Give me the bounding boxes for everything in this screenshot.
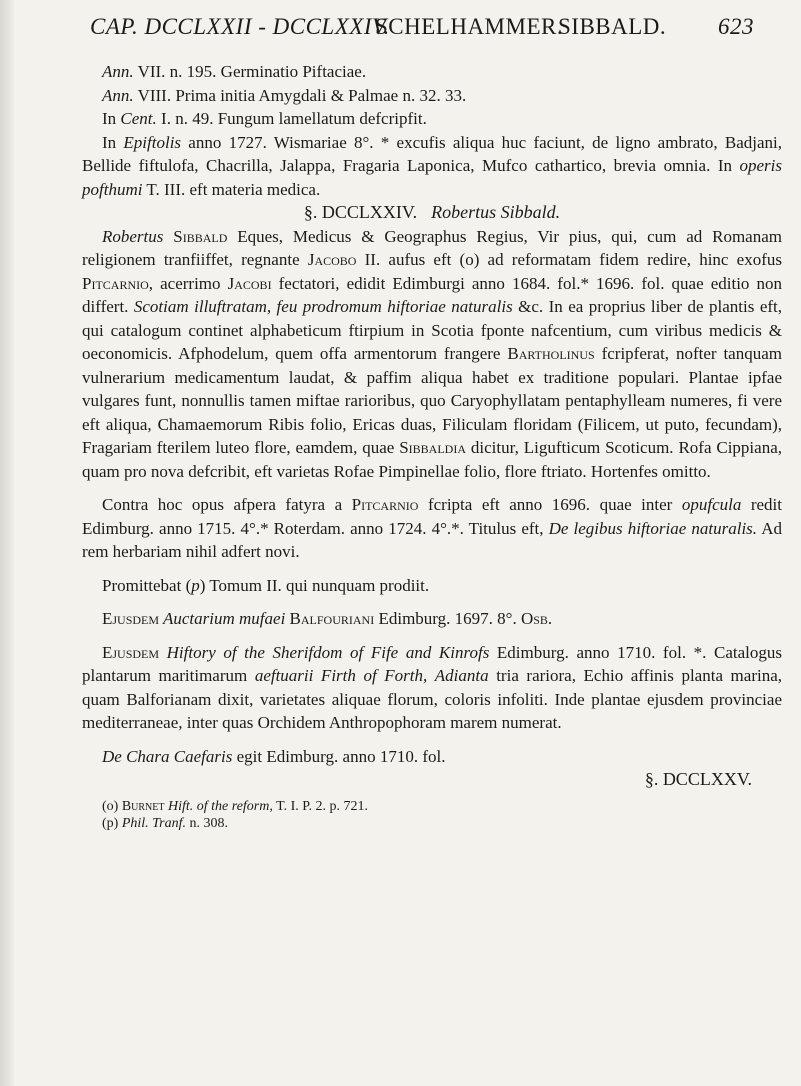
paragraph-gap — [82, 735, 782, 745]
p2-sc1: Pitcarnio — [351, 495, 419, 514]
fn-o-ref: T. I. P. 2. p. 721. — [272, 798, 369, 814]
p2-it1: opufcula — [681, 495, 742, 514]
paragraph-satyra — [82, 493, 782, 564]
ann-7-label: Ann. — [102, 62, 134, 81]
line-ann-8 — [82, 84, 782, 108]
paragraph-auctarium — [82, 607, 782, 631]
paragraph-gap — [82, 483, 782, 493]
epist-label: Epiftolis — [123, 132, 182, 152]
paragraph-promittebat — [82, 574, 782, 598]
p1-name-sc: Sibbald — [163, 226, 228, 246]
p1-it1: Scotiam illuftratam, feu prodromum hiftoriae naturalis — [133, 297, 513, 316]
p5-it1: Hiftory of the Sherifdom of Fife and Kinrofs — [159, 642, 490, 662]
line-ann-7 — [82, 60, 782, 84]
paragraph-history-fife — [82, 641, 782, 735]
p1-sc1: Jacobo — [307, 250, 357, 269]
epist-label-2: operis pofthumi — [82, 156, 782, 199]
fn-p-title: Phil. Tranf. — [121, 815, 187, 831]
paragraph-gap — [82, 631, 782, 641]
p5-t3: tria rariora, Echio affinis planta marina, quam Balforianam dixit, varietates aliquae florum, coloris infoliti. Inde plantae ejusdem provinciae mediterraneae, inter quas Orchidem Anthropophoram marem numerat. — [82, 666, 782, 732]
p1-t6: fcripferat, nofter tanquam vulnerarium medicamentum laudat, & paffim aliqua habet ex traditione populari. Plantae ipfae vulgares funt, nonnullis tamen miftae rarioribus, quo Caryophyllatam pentaphylleam numeres, fi vere eft aliqua, Chamaemorum Ribis folio, Ericas duas, Filiculam floridam (Filicem, ut puto, fecundam), Fragariam fterilem luteo flore, eamdem, quae — [82, 344, 782, 457]
p5-it2: aeftuarii Firth of Forth — [254, 666, 423, 685]
page-number: 623 — [718, 14, 754, 39]
paragraph-epistolis — [82, 131, 782, 202]
cent-pre: In — [102, 109, 121, 128]
p4-t1: Edimburg. 1697. 8°. — [374, 609, 521, 628]
epist-text-2: T. III. eft materia medica. — [142, 179, 321, 199]
epist-pre: In — [102, 132, 124, 152]
page-edge — [0, 0, 14, 1086]
cent-text: I. n. 49. Fungum lamellatum defcripfit. — [156, 109, 427, 128]
ann-7-text: VII. n. 195. Germinatio Piftaciae. — [133, 62, 367, 81]
ann-8-label: Ann. — [102, 85, 134, 105]
line-cent — [82, 107, 782, 131]
p2-it2: De legibus hiftoriae naturalis. — [548, 518, 758, 538]
p1-sc4: Bartholinus — [507, 344, 595, 363]
fn-o-title: Hift. of the reform, — [164, 798, 273, 814]
p6-t1: egit Edimburg. anno 1710. fol. — [232, 746, 446, 766]
p5-sc1: Ejusdem — [102, 642, 160, 662]
header-author-1: SCHELHAMMER. — [375, 14, 564, 39]
footnotes — [82, 798, 782, 832]
footnote-p — [102, 815, 782, 832]
p4-sc2: Balfouriani — [285, 609, 375, 628]
paragraph-chara — [82, 745, 782, 769]
p4-it1: Auctarium mufaei — [159, 609, 286, 628]
fn-o-author: Burnet — [121, 798, 165, 814]
paragraph-sibbald-bio — [82, 225, 782, 484]
p1-t5: &c. In ea proprius liber de plantis eft, qui catalogum continet alphabeticum ftirpium in Scotia fponte nafcentium, cum viribus medicis & oeconomicis. Afphodelum, quem offa armentorum frangere — [82, 297, 783, 363]
footnote-o — [102, 798, 782, 815]
p3-it1: p — [191, 575, 200, 595]
p5-t1: Edimburg. anno 1710. fol. *. Catalogus plantarum maritimarum — [82, 642, 783, 685]
p1-sc2: Pitcarnio — [82, 273, 149, 293]
p1-t2: II. aufus eft (o) ad reformatam fidem redire, hinc exofus — [356, 250, 782, 269]
p3-t1: Promittebat ( — [102, 575, 192, 595]
header-author-2: SIBBALD. — [558, 14, 667, 39]
p2-t2: fcripta eft anno 1696. quae inter — [418, 495, 682, 514]
p5-t2: , — [422, 666, 435, 685]
p4-sc3: Osb. — [520, 609, 553, 628]
paragraph-gap — [82, 597, 782, 607]
p2-t1: Contra hoc opus afpera fatyra a — [102, 495, 352, 514]
paragraph-gap — [82, 564, 782, 574]
epist-text: anno 1727. Wismariae 8°. * excufis aliqua huc faciunt, de ligno ambrato, Badjani, Bellide fiftulofa, Chacrilla, Jalappa, Fragaria Laponica, Mufco cathartico, brevia omnia. In — [82, 132, 782, 175]
cent-label: Cent. — [120, 109, 157, 128]
fn-p-marker: (p) — [102, 815, 122, 831]
p2-t3: redit Edimburg. anno 1715. 4°.* Roterdam. anno 1724. 4°.*. Titulus eft, — [82, 495, 783, 538]
fn-o-marker: (o) — [102, 798, 122, 814]
p1-sc5: Sibbaldia — [399, 438, 467, 457]
p1-t4: fectatori, edidit Edimburgi anno 1684. fol.* 1696. fol. quae editio non differt. — [82, 273, 783, 316]
section-heading-774 — [82, 201, 782, 225]
running-header — [90, 14, 790, 46]
p6-it1: De Chara Caefaris — [102, 746, 233, 766]
p1-sc3: Jacobi — [227, 273, 272, 293]
p4-sc1: Ejusdem — [102, 609, 160, 628]
section-title-774: Robertus Sibbald. — [431, 202, 561, 222]
section-number-774: §. DCCLXXIV. — [303, 202, 418, 222]
header-chapter: CAP. DCCLXXII - DCCLXXIV. — [90, 14, 390, 39]
p1-t3: , acerrimo — [148, 273, 228, 293]
fn-p-ref: n. 308. — [186, 815, 229, 831]
p5-it3: Adianta — [434, 666, 489, 685]
section-heading-775: §. DCCLXXV. — [644, 769, 752, 789]
ann-8-text: VIII. Prima initia Amygdali & Palmae n. 32. 33. — [133, 85, 467, 105]
page-body — [82, 60, 782, 832]
p3-t2: ) Tomum II. qui nunquam prodiit. — [199, 575, 430, 595]
p1-name: Robertus — [102, 226, 164, 246]
p1-t7: dicitur, Ligufticum Scoticum. Rofa Cippiana, quam pro nova defcribit, eft varietas Rofae Pimpinellae folio, flore ftriato. Hortenfes omitto. — [82, 438, 782, 481]
p2-t4: Ad rem herbariam nihil adfert novi. — [82, 518, 782, 561]
p1-t1: Eques, Medicus & Geographus Regius, Vir pius, qui, cum ad Romanam religionem tranfiiffet, regnante — [82, 226, 782, 269]
